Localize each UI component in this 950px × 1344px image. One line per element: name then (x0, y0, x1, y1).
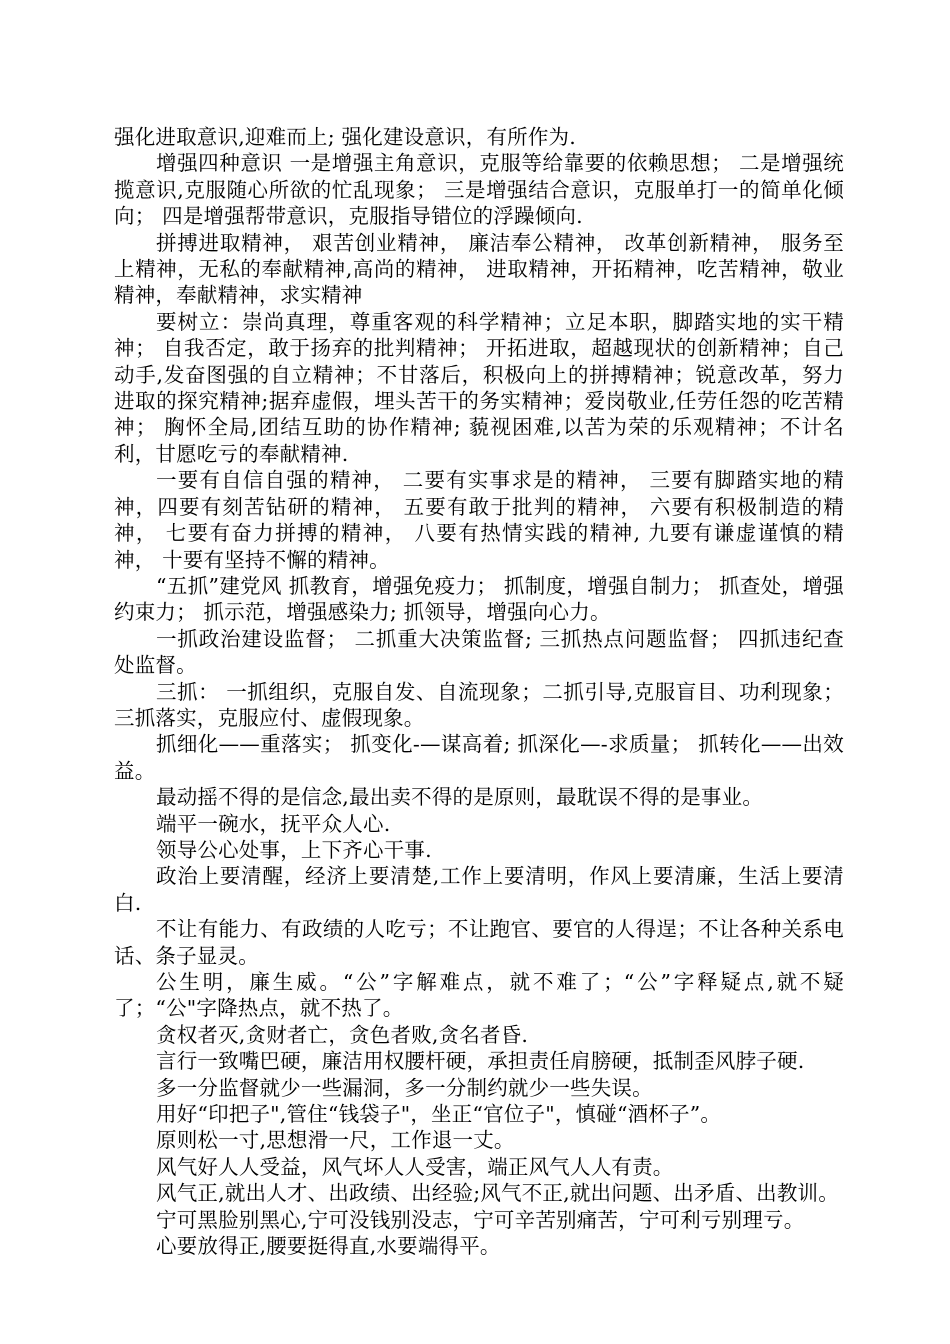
paragraph: 宁可黑脸别黑心,宁可没钱别没志，宁可辛苦别痛苦，宁可利亏别理亏。 (156, 1207, 805, 1232)
paragraph: 一要有自信自强的精神， 二要有实事求是的精神， 三要有脚踏实地的精神，四要有刻苦钻研的精神， 五要有敢于批判的精神， 六要有积极制造的精神， 七要有奋力拼搏的精神， 八要有热情实践的精神, 九要有谦虚谨慎的精神， 十要有坚持不懈的精神。 (114, 468, 844, 572)
paragraph: 最动摇不得的是信念,最出卖不得的是原则，最耽误不得的是事业。 (156, 785, 764, 810)
paragraph: 风气正,就出人才、出政绩、出经验;风气不正,就出问题、出矛盾、出教训。 (156, 1181, 839, 1206)
paragraph: 风气好人人受益，风气坏人人受害，端正风气人人有责。 (156, 1154, 674, 1179)
paragraph: 三抓： 一抓组织，克服自发、自流现象；二抓引导,克服盲目、功利现象； 三抓落实，克服应付、虚假现象。 (114, 679, 844, 730)
paragraph: 一抓政治建设监督； 二抓重大决策监督; 三抓热点问题监督； 四抓违纪查处监督。 (114, 626, 844, 678)
paragraph: “五抓”建党风 抓教育，增强免疫力； 抓制度，增强自制力； 抓查处，增强约束力； 抓示范，增强感染力; 抓领导，增强向心力。 (114, 573, 844, 625)
paragraph: 用好“印把子",管住“钱袋子"，坐正“官位子"，慎碰“酒杯子”。 (156, 1102, 722, 1127)
paragraph: 多一分监督就少一些漏洞，多一分制约就少一些失误。 (156, 1075, 653, 1100)
paragraph: 强化进取意识,迎难而上; 强化建设意识，有所作为. (114, 125, 576, 149)
paragraph: 贪权者灭,贪财者亡，贪色者败,贪名者昏. (156, 1022, 529, 1047)
paragraph: 要树立：崇尚真理，尊重客观的科学精神；立足本职，脚踏实地的实干精神； 自我否定，敢于扬弃的批判精神； 开拓进取，超越现状的创新精神；自己动手,发奋图强的自立精神；不甘落后，积极向上的拼搏精神；锐意改革，努力进取的探究精神;据弃虚假，埋头苦干的务实精神；爱岗敬业,任劳任怨的吃苦精神； 胸怀全局,团结互助的协作精神; 藐视困难,以苦为荣的乐观精神；不计名利，甘愿吃亏的奉献精神. (114, 309, 844, 466)
paragraph: 公生明，廉生威。“公”字解难点，就不难了；“公”字释疑点,就不疑了；“公"字降热点，就不热了。 (114, 970, 844, 1021)
paragraph: 原则松一寸,思想滑一尺，工作退一丈。 (156, 1128, 515, 1153)
paragraph: 政治上要清醒，经济上要清楚,工作上要清明，作风上要清廉，生活上要清白. (114, 864, 844, 915)
paragraph: 抓细化——重落实； 抓变化-—谋高着; 抓深化—-求质量； 抓转化——出效益。 (114, 732, 844, 783)
paragraph: 不让有能力、有政绩的人吃亏；不让跑官、要官的人得逞；不让各种关系电话、条子显灵。 (114, 917, 844, 968)
paragraph: 端平一碗水，抚平众人心. (156, 811, 391, 836)
paragraph: 心要放得正,腰要挺得直,水要端得平。 (156, 1234, 501, 1259)
paragraph: 拼搏进取精神， 艰苦创业精神， 廉洁奉公精神， 改革创新精神， 服务至上精神，无私的奉献精神,高尚的精神， 进取精神，开拓精神，吃苦精神，敬业精神，奉献精神，求实精神 (114, 230, 844, 308)
paragraph: 言行一致嘴巴硬，廉洁用权腰杆硬，承担责任肩膀硬，抵制歪风脖子硬. (156, 1049, 805, 1074)
document-body (114, 124, 844, 1259)
paragraph: 增强四种意识 一是增强主角意识，克服等给靠要的依赖思想； 二是增强统揽意识,克服随心所欲的忙乱现象； 三是增强结合意识，克服单打一的简单化倾向； 四是增强帮带意识，克服指导错位的浮躁倾向. (114, 151, 844, 229)
paragraph: 领导公心处事，上下齐心干事. (156, 837, 432, 862)
